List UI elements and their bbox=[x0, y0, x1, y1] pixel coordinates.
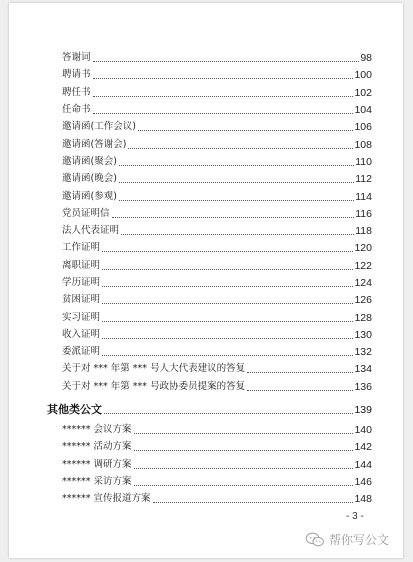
dot-leader bbox=[93, 78, 354, 79]
toc-entry[interactable] bbox=[62, 363, 372, 375]
toc-entry[interactable] bbox=[62, 156, 372, 168]
toc-sub-entry-label: ****** 活动方案 bbox=[62, 441, 132, 452]
toc-entry-page: 112 bbox=[355, 173, 372, 185]
toc-entry[interactable] bbox=[62, 277, 372, 289]
dot-leader bbox=[247, 390, 353, 391]
dot-leader bbox=[93, 96, 354, 97]
toc-entry-label: 关于对 *** 年第 *** 号人大代表建议的答复 bbox=[62, 363, 246, 374]
toc-entry[interactable] bbox=[62, 346, 372, 358]
toc-entry[interactable] bbox=[62, 104, 372, 116]
dot-leader bbox=[102, 286, 353, 287]
toc-entry[interactable] bbox=[62, 52, 372, 64]
toc-sub-entry[interactable] bbox=[62, 424, 372, 436]
toc-entry-label: 实习证明 bbox=[62, 312, 101, 323]
toc-entry-page: 124 bbox=[354, 277, 372, 289]
toc-entry[interactable] bbox=[62, 294, 372, 306]
toc-entry-label: 贫困证明 bbox=[62, 294, 101, 305]
dot-leader bbox=[128, 148, 353, 149]
watermark-text: 帮你写公文 bbox=[329, 533, 390, 547]
dot-leader bbox=[138, 130, 354, 131]
toc-entry[interactable] bbox=[62, 242, 372, 254]
wechat-icon bbox=[305, 532, 325, 548]
toc-sub-entry-page: 140 bbox=[354, 424, 372, 436]
toc-entry-label: 答谢词 bbox=[62, 52, 91, 63]
dot-leader bbox=[153, 502, 354, 503]
toc-entry[interactable] bbox=[62, 312, 372, 324]
toc-entry-label: 邀请函(晚会) bbox=[62, 173, 117, 184]
document-page bbox=[9, 3, 403, 558]
toc-entry-label: 工作证明 bbox=[62, 242, 101, 253]
page-number: - 3 - bbox=[346, 511, 364, 522]
toc-section-label: 其他类公文 bbox=[47, 403, 102, 416]
toc-entry-page: 136 bbox=[354, 381, 372, 393]
toc-entry[interactable] bbox=[62, 121, 372, 133]
toc-entry-label: 任命书 bbox=[62, 104, 91, 115]
dot-leader bbox=[134, 450, 354, 451]
toc-section-page: 139 bbox=[354, 404, 372, 416]
toc-entry-label: 离职证明 bbox=[62, 260, 101, 271]
dot-leader bbox=[134, 433, 354, 434]
toc-entry-page: 108 bbox=[354, 139, 372, 151]
dot-leader bbox=[102, 303, 353, 304]
toc-entry-page: 98 bbox=[360, 52, 372, 64]
toc-entry-page: 106 bbox=[354, 121, 372, 133]
dot-leader bbox=[121, 234, 354, 235]
toc-entry[interactable] bbox=[62, 260, 372, 272]
table-of-contents bbox=[9, 3, 403, 558]
toc-entry-page: 128 bbox=[354, 312, 372, 324]
toc-sub-entry-page: 146 bbox=[354, 476, 372, 488]
dot-leader bbox=[247, 372, 353, 373]
toc-sub-entry[interactable] bbox=[62, 441, 372, 453]
toc-sub-entry-page: 144 bbox=[354, 459, 372, 471]
toc-sub-entry-label: ****** 调研方案 bbox=[62, 459, 132, 470]
toc-entry-page: 134 bbox=[354, 363, 372, 375]
toc-sub-entry-label: ****** 宣传报道方案 bbox=[62, 493, 151, 504]
dot-leader bbox=[93, 61, 360, 62]
dot-leader bbox=[134, 468, 354, 469]
watermark bbox=[305, 531, 389, 548]
toc-entry-label: 关于对 *** 年第 *** 号政协委员提案的答复 bbox=[62, 381, 246, 392]
toc-entry[interactable] bbox=[62, 225, 372, 237]
toc-sub-entry-page: 148 bbox=[354, 493, 372, 505]
toc-entry[interactable] bbox=[62, 87, 372, 99]
toc-entry-label: 委派证明 bbox=[62, 346, 101, 357]
toc-entry[interactable] bbox=[62, 208, 372, 220]
toc-sub-entry[interactable] bbox=[62, 459, 372, 471]
dot-leader bbox=[93, 113, 354, 114]
toc-entry-page: 122 bbox=[354, 260, 372, 272]
toc-entry-page: 130 bbox=[354, 329, 372, 341]
dot-leader bbox=[119, 200, 354, 201]
toc-entry-page: 100 bbox=[354, 69, 372, 81]
dot-leader bbox=[102, 269, 353, 270]
toc-entry[interactable] bbox=[62, 329, 372, 341]
toc-entry-label: 邀请函(参观) bbox=[62, 191, 117, 202]
dot-leader bbox=[102, 338, 353, 339]
toc-entry-page: 102 bbox=[354, 87, 372, 99]
toc-entry-page: 114 bbox=[355, 191, 372, 203]
dot-leader bbox=[102, 251, 353, 252]
toc-entry-page: 104 bbox=[354, 104, 372, 116]
dot-leader bbox=[119, 165, 354, 166]
toc-entry-label: 聘任书 bbox=[62, 87, 91, 98]
dot-leader bbox=[134, 485, 354, 486]
toc-entry-label: 学历证明 bbox=[62, 277, 101, 288]
dot-leader bbox=[119, 182, 354, 183]
toc-entry-label: 收入证明 bbox=[62, 329, 101, 340]
toc-entry-page: 126 bbox=[354, 294, 372, 306]
toc-sub-entry-label: ****** 会议方案 bbox=[62, 424, 132, 435]
dot-leader bbox=[102, 355, 353, 356]
toc-sub-entry-page: 142 bbox=[354, 441, 372, 453]
toc-entry[interactable] bbox=[62, 139, 372, 151]
toc-sub-entry-label: ****** 采访方案 bbox=[62, 476, 132, 487]
dot-leader bbox=[112, 217, 355, 218]
toc-entry-page: 110 bbox=[355, 156, 372, 168]
dot-leader bbox=[104, 413, 353, 414]
toc-entry-page: 132 bbox=[354, 346, 372, 358]
toc-entry[interactable] bbox=[62, 173, 372, 185]
toc-entry-label: 邀请函(答谢会) bbox=[62, 139, 127, 150]
toc-entry[interactable] bbox=[62, 69, 372, 81]
toc-sub-entry[interactable] bbox=[62, 493, 372, 505]
toc-entry-page: 116 bbox=[355, 208, 372, 220]
toc-entry-label: 法人代表证明 bbox=[62, 225, 120, 236]
toc-entry-label: 党员证明信 bbox=[62, 208, 110, 219]
toc-entry[interactable] bbox=[62, 191, 372, 203]
toc-section-heading[interactable] bbox=[47, 404, 372, 416]
dot-leader bbox=[102, 321, 353, 322]
toc-entry[interactable] bbox=[62, 381, 372, 393]
toc-entry-label: 邀请函(工作会议) bbox=[62, 121, 136, 132]
toc-entry-page: 118 bbox=[355, 225, 372, 237]
toc-entry-label: 聘请书 bbox=[62, 69, 91, 80]
toc-sub-entry[interactable] bbox=[62, 476, 372, 488]
toc-entry-label: 邀请函(聚会) bbox=[62, 156, 117, 167]
toc-entry-page: 120 bbox=[354, 242, 372, 254]
